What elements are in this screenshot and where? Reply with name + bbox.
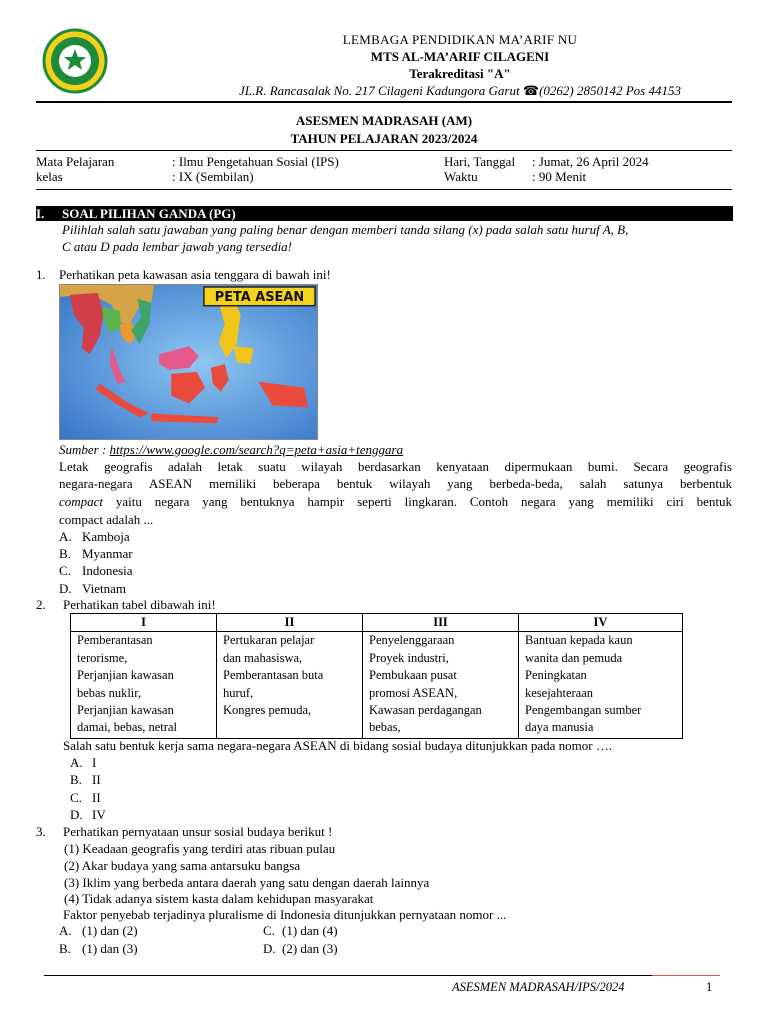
q3-option-text: (1) dan (3) bbox=[82, 941, 138, 956]
phone-text: (0262) 2850142 Pos 44153 bbox=[539, 83, 681, 98]
q1-paragraph-line bbox=[59, 493, 732, 510]
subject-label: Mata Pelajaran bbox=[36, 154, 115, 169]
cell-line: daya manusia bbox=[525, 720, 594, 735]
section-number: I. bbox=[36, 206, 45, 221]
question-2-prompt: Salah satu bentuk kerja sama negara-negara ASEAN di bidang sosial budaya ditunjukkan pada nomor …. bbox=[63, 738, 613, 753]
time-label: Waktu bbox=[444, 169, 478, 184]
cell-line: Bantuan kepada kaun bbox=[525, 633, 633, 648]
table-cell bbox=[217, 632, 363, 739]
table-cell bbox=[363, 632, 519, 739]
question-2-text: Perhatikan tabel dibawah ini! bbox=[63, 597, 216, 612]
institution-name: LEMBAGA PENDIDIKAN MA’ARIF NU bbox=[342, 32, 578, 47]
info-divider-bottom bbox=[36, 189, 732, 190]
school-logo bbox=[40, 28, 110, 94]
q2-option-letter: A. bbox=[70, 755, 83, 770]
footer-divider bbox=[44, 975, 652, 976]
time-value: : 90 Menit bbox=[532, 169, 587, 184]
q3-statement: (1) Keadaan geografis yang terdiri atas ribuan pulau bbox=[64, 841, 336, 856]
footer-accent bbox=[652, 975, 720, 976]
question-1-text: Perhatikan peta kawasan asia tenggara di bawah ini! bbox=[59, 267, 331, 282]
q3-statement: (4) Tidak adanya sistem kasta dalam kehidupan masyarakat bbox=[64, 891, 374, 906]
map-source bbox=[59, 441, 732, 458]
q1-option-text: Kamboja bbox=[82, 529, 130, 544]
q2-option-text: II bbox=[92, 790, 101, 805]
table-header-row bbox=[71, 614, 683, 632]
asean-cooperation-table bbox=[70, 613, 683, 739]
instruction-line: Pilihlah salah satu jawaban yang paling benar dengan memberi tanda silang (x) pada salah satu huruf A, B, bbox=[62, 222, 629, 237]
q1-paragraph-line: Letak geografis adalah letak suatu wilayah berdasarkan kenyataan dipermukaan bumi. Secara geografis bbox=[59, 459, 732, 474]
q1-paragraph-line: compact adalah ... bbox=[59, 512, 154, 527]
info-divider-top bbox=[36, 150, 732, 151]
q3-option-text: (1) dan (2) bbox=[82, 923, 138, 938]
q2-option-letter: B. bbox=[70, 772, 82, 787]
table-header: IV bbox=[519, 614, 683, 632]
table-cell bbox=[519, 632, 683, 739]
q3-option-text: (1) dan (4) bbox=[282, 923, 338, 938]
q1-option-text: Myanmar bbox=[82, 546, 133, 561]
q1-option-letter: D. bbox=[59, 581, 72, 596]
q3-option-letter: C. bbox=[263, 923, 275, 938]
cell-line: Pertukaran pelajar bbox=[223, 633, 315, 648]
q1-paragraph-rest: yaitu negara yang bentuknya hampir seperti lingkaran. Contoh negara yang memiliki ciri bentuk bbox=[103, 494, 732, 509]
page-number: 1 bbox=[706, 980, 713, 994]
cell-line: Pembukaan pusat bbox=[369, 668, 457, 683]
q1-option-letter: A. bbox=[59, 529, 72, 544]
q2-option-text: IV bbox=[92, 807, 106, 822]
cell-line: Perjanjian kawasan bbox=[77, 668, 174, 683]
section-heading bbox=[36, 206, 733, 221]
cell-line: Peningkatan bbox=[525, 668, 587, 683]
cell-line: Pemberantasan bbox=[77, 633, 153, 648]
date-value: : Jumat, 26 April 2024 bbox=[532, 154, 649, 169]
question-1-number: 1. bbox=[36, 267, 46, 282]
section-instruction bbox=[62, 221, 732, 255]
question-3-text: Perhatikan pernyataan unsur sosial budaya berikut ! bbox=[63, 824, 333, 839]
address-text: JL.R. Rancasalak No. 217 Cilageni Kadungora Garut bbox=[239, 83, 523, 98]
cell-line: damai, bebas, netral bbox=[77, 720, 177, 735]
question-3-number: 3. bbox=[36, 824, 46, 839]
instruction-line: C atau D pada lembar jawab yang tersedia! bbox=[62, 239, 293, 254]
date-label: Hari, Tanggal bbox=[444, 154, 516, 169]
compact-term: compact bbox=[59, 494, 104, 509]
table-row bbox=[71, 632, 683, 739]
header-divider bbox=[36, 101, 732, 103]
cell-line: Pengembangan sumber bbox=[525, 703, 642, 718]
map-title: PETA ASEAN bbox=[214, 289, 305, 305]
cell-line: huruf, bbox=[223, 685, 254, 700]
exam-title: ASESMEN MADRASAH (AM) bbox=[295, 113, 473, 128]
q1-paragraph-line: negara-negara ASEAN memiliki beberapa bentuk wilayah yang berbeda-beda, salah satunya berbentuk bbox=[59, 476, 732, 491]
cell-line: promosi ASEAN, bbox=[369, 685, 458, 700]
cell-line: Proyek industri, bbox=[369, 650, 449, 665]
class-label: kelas bbox=[36, 169, 63, 184]
cell-line: Kawasan perdagangan bbox=[369, 703, 482, 718]
accreditation: Terakreditasi "A" bbox=[409, 66, 511, 81]
table-header: II bbox=[217, 614, 363, 632]
q3-statement: (2) Akar budaya yang sama antarsuku bangsa bbox=[64, 858, 301, 873]
q2-option-text: I bbox=[92, 755, 97, 770]
q3-statement: (3) Iklim yang berbeda antara daerah yang satu dengan daerah lainnya bbox=[64, 875, 430, 890]
cell-line: wanita dan pemuda bbox=[525, 650, 623, 665]
cell-line: terorisme, bbox=[77, 650, 128, 665]
school-address bbox=[150, 82, 768, 99]
phone-icon: ☎ bbox=[522, 83, 540, 98]
q3-option-letter: B. bbox=[59, 941, 71, 956]
school-name: MTS AL-MA’ARIF CILAGENI bbox=[370, 49, 550, 64]
q1-option-letter: C. bbox=[59, 563, 71, 578]
question-2-number: 2. bbox=[36, 597, 46, 612]
q2-option-text: II bbox=[92, 772, 101, 787]
q3-option-letter: A. bbox=[59, 923, 72, 938]
cell-line: kesejahteraan bbox=[525, 685, 594, 700]
class-value: : IX (Sembilan) bbox=[172, 169, 254, 184]
cell-line: bebas, bbox=[369, 720, 401, 735]
table-header: III bbox=[363, 614, 519, 632]
section-title: SOAL PILIHAN GANDA (PG) bbox=[62, 206, 236, 221]
q1-option-text: Vietnam bbox=[82, 581, 126, 596]
cell-line: Kongres pemuda, bbox=[223, 703, 312, 718]
subject-value: : Ilmu Pengetahuan Sosial (IPS) bbox=[172, 154, 339, 169]
source-prefix: Sumber : bbox=[59, 442, 110, 457]
table-header: I bbox=[71, 614, 217, 632]
footer-label: ASESMEN MADRASAH/IPS/2024 bbox=[452, 980, 625, 994]
question-3-prompt: Faktor penyebab terjadinya pluralisme di Indonesia ditunjukkan pernyataan nomor ... bbox=[63, 907, 507, 922]
q2-option-letter: D. bbox=[70, 807, 83, 822]
asean-map-image bbox=[59, 284, 318, 440]
academic-year: TAHUN PELAJARAN 2023/2024 bbox=[290, 131, 478, 146]
cell-line: Penyelenggaraan bbox=[369, 633, 455, 648]
cell-line: dan mahasiswa, bbox=[223, 650, 303, 665]
q3-option-letter: D. bbox=[263, 941, 276, 956]
cell-line: Pemberantasan buta bbox=[223, 668, 324, 683]
source-link[interactable]: https://www.google.com/search?q=peta+asia+tenggara bbox=[109, 442, 404, 457]
q2-option-letter: C. bbox=[70, 790, 82, 805]
q1-option-text: Indonesia bbox=[82, 563, 133, 578]
cell-line: bebas nuklir, bbox=[77, 685, 142, 700]
q1-option-letter: B. bbox=[59, 546, 71, 561]
table-cell bbox=[71, 632, 217, 739]
cell-line: Perjanjian kawasan bbox=[77, 703, 174, 718]
q3-option-text: (2) dan (3) bbox=[282, 941, 338, 956]
